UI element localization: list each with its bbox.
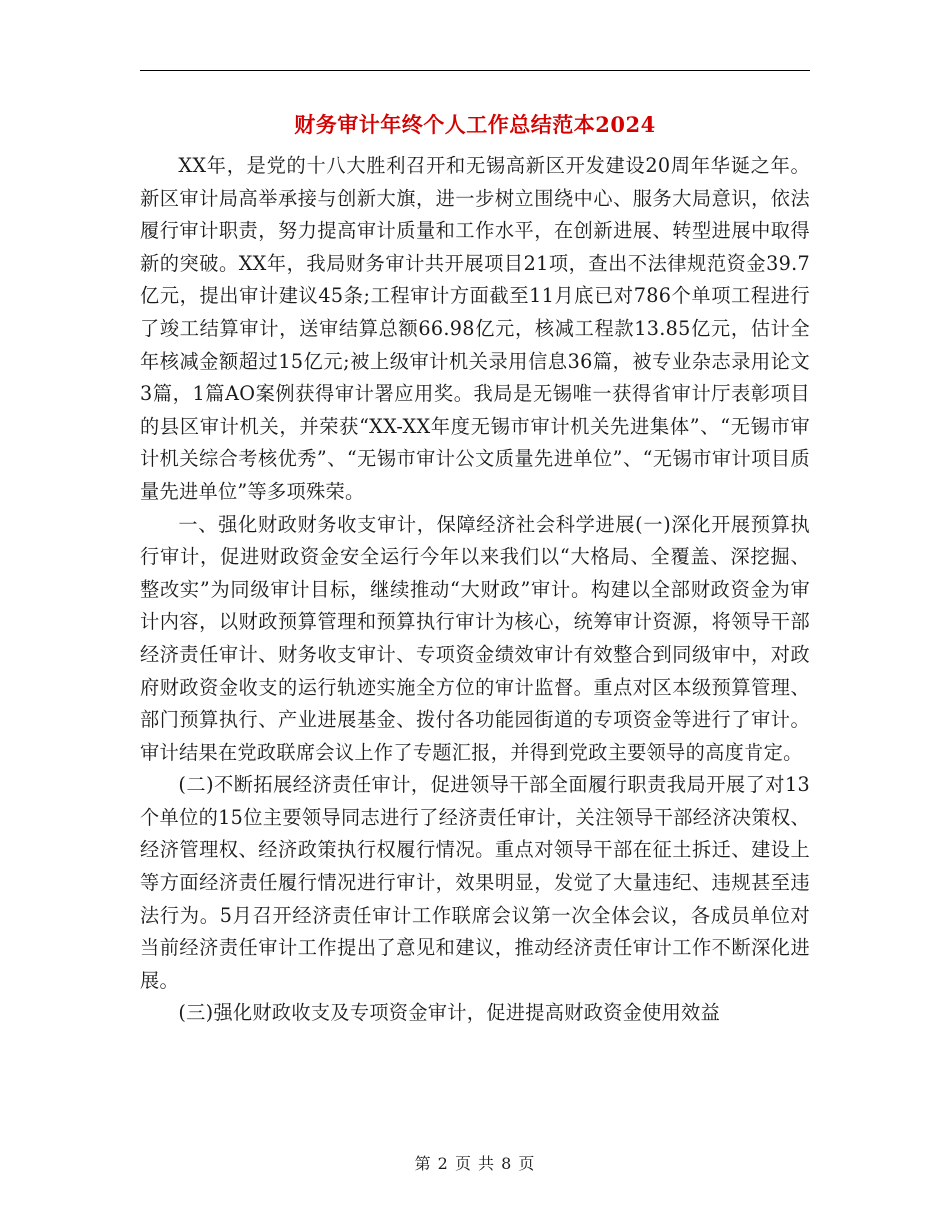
document-body [140, 150, 810, 1030]
header-rule [140, 70, 810, 71]
document-title: 财务审计年终个人工作总结范本2024 [294, 112, 656, 137]
paragraph: (三)强化财政收支及专项资金审计，促进提高财政资金使用效益 [178, 1001, 721, 1025]
paragraph: XX年，是党的十八大胜利召开和无锡高新区开发建设20周年华诞之年。新区审计局高举承接与创新大旗，进一步树立围绕中心、服务大局意识，依法履行审计职责，努力提高审计质量和工作水平，在创新进展、转型进展中取得新的突破。XX年，我局财务审计共开展项目21项，查出不法律规范资金39.7亿元，提出审计建议45条;工程审计方面截至11月底已对786个单项工程进行了竣工结算审计，送审结算总额66.98亿元，核减工程款13.85亿元，估计全年核减金额超过15亿元;被上级审计机关录用信息36篇，被专业杂志录用论文3篇，1篇AO案例获得审计署应用奖。我局是无锡唯一获得省审计厅表彰项目的县区审计机关，并荣获“XX-XX年度无锡市审计机关先进集体”、“无锡市审计机关综合考核优秀”、“无锡市审计公文质量先进单位”、“无锡市审计项目质量先进单位”等多项殊荣。 [140, 154, 810, 503]
page-footer: 第 2 页 共 8 页 [414, 1154, 536, 1173]
paragraph: 一、强化财政财务收支审计，保障经济社会科学进展(一)深化开展预算执行审计，促进财政资金安全运行今年以来我们以“大格局、全覆盖、深挖掘、整改实”为同级审计目标，继续推动“大财政”审计。构建以全部财政资金为审计内容，以财政预算管理和预算执行审计为核心，统筹审计资源，将领导干部经济责任审计、财务收支审计、专项资金绩效审计有效整合到同级审中，对政府财政资金收支的运行轨迹实施全方位的审计监督。重点对区本级预算管理、部门预算执行、产业进展基金、拨付各功能园街道的专项资金等进行了审计。审计结果在党政联席会议上作了专题汇报，并得到党政主要领导的高度肯定。 [140, 512, 810, 764]
paragraph: (二)不断拓展经济责任审计，促进领导干部全面履行职责我局开展了对13个单位的15位主要领导同志进行了经济责任审计，关注领导干部经济决策权、经济管理权、经济政策执行权履行情况。重点对领导干部在征土拆迁、建设上等方面经济责任履行情况进行审计，效果明显，发觉了大量违纪、违规甚至违法行为。5月召开经济责任审计工作联席会议第一次全体会议，各成员单位对当前经济责任审计工作提出了意见和建议，推动经济责任审计工作不断深化进展。 [140, 773, 810, 992]
